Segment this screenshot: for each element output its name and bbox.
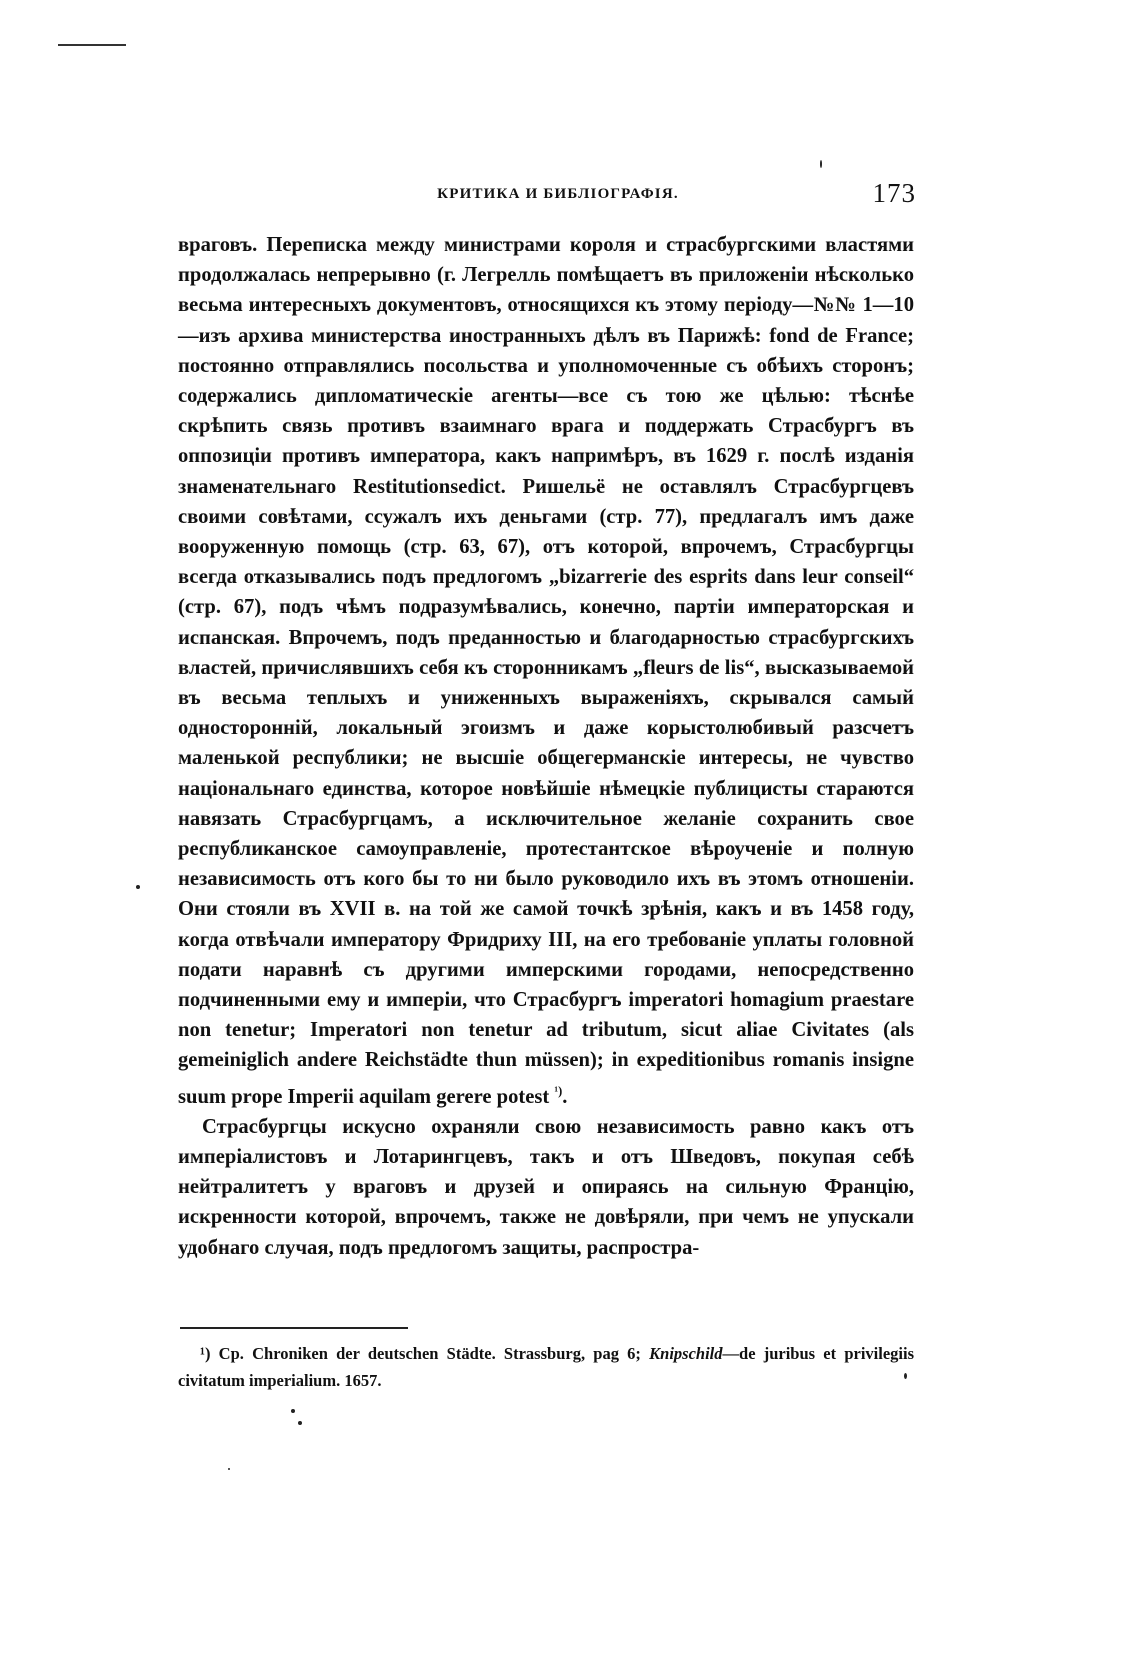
paragraph-end: . xyxy=(562,1085,568,1108)
page-header xyxy=(200,178,916,218)
scan-speck xyxy=(291,1409,295,1413)
footnote-citation: Ср. Chroniken der deutschen Städte. Strassburg, pag 6; xyxy=(218,1344,641,1363)
footnote-divider xyxy=(180,1327,408,1329)
footnote-marker: ¹) xyxy=(200,1344,211,1363)
main-text xyxy=(178,230,914,1263)
scan-speck xyxy=(136,885,140,889)
footnote-reference: ¹) xyxy=(554,1083,563,1098)
footnote-citation-end: —de juribus et privilegiis civitatum imperialium. 1657. xyxy=(178,1344,915,1390)
scan-speck xyxy=(820,160,822,168)
scan-edge-mark xyxy=(58,44,126,46)
paragraph-text: враговъ. Переписка между министрами короля и страсбургскими властями продолжалась непрерывно (г. Легрелль помѣщаетъ въ приложеніи нѣсколько весьма интересныхъ документовъ, относящихся къ этому періоду—№№ 1—10—изъ архива министерства иностранныхъ дѣлъ въ Парижѣ: fond de France; постоянно отправлялись посольства и уполномоченные съ обѣихъ сторонъ; содержались дипломатическіе агенты—все съ тою же цѣлью: тѣснѣе скрѣпить связь противъ взаимнаго врага и поддержать Страсбургъ въ оппозиціи противъ императора, какъ напримѣръ, въ 1629 г. послѣ изданія знаменательнаго Restitutionsedict. Ришельё не оставлялъ Страсбургцевъ своими совѣтами, ссужалъ ихъ деньгами (стр. 77), предлагалъ имъ даже вооруженную помощь (стр. 63, 67), отъ которой, впрочемъ, Страсбургцы всегда отказывались подъ предлогомъ „bizarrerie des esprits dans leur conseil“ (стр. 67), подъ чѣмъ подразумѣвались, конечно, партіи императорская и испанская. Впрочемъ, подъ преданностью и благодарностью страсбургскихъ властей, причислявшихъ себя къ сторонникамъ „fleurs de lis“, высказываемой въ весьма теплыхъ и униженныхъ выраженіяхъ, скрывался самый односторонній, локальный эгоизмъ и даже корыстолюбивый разсчетъ маленькой республики; не высшіе общегерманскіе интересы, не чувство національнаго единства, которое новѣйшіе нѣмецкіе публицисты стараются навязать Страсбургцамъ, а исключительное желаніе сохранить свое республиканское самоуправленіе, протестантское вѣроученіе и полную независимость отъ кого бы то ни было руководило ихъ въ этомъ отношеніи. Они стояли въ XVII в. на той же самой точкѣ зрѣнія, какъ и въ 1458 году, когда отвѣчали императору Фридриху III, на его требованіе уплаты головной подати наравнѣ съ другими имперскими городами, непосредственно подчиненными ему и имперіи, что Страсбургъ imperatori homagium praestare non tenetur; Imperatori non tenetur ad tributum, sicut aliae Civitates (als gemeiniglich andere Reichstädte thun müssen); in expeditionibus romanis insigne suum prope Imperii aquilam gerere potest xyxy=(178,234,914,1108)
footnote-author: Knipschild xyxy=(649,1344,723,1363)
scan-speck xyxy=(228,1468,230,1470)
running-title: КРИТИКА И БИБЛІОГРАФІЯ. xyxy=(437,186,679,202)
paragraph xyxy=(178,230,914,1112)
scan-speck xyxy=(298,1421,302,1425)
page-number: 173 xyxy=(872,178,916,208)
footnote-text xyxy=(178,1340,914,1394)
paragraph: Страсбургцы искусно охраняли свою независимость равно какъ отъ имперіалистовъ и Лотарингцевъ, такъ и отъ Шведовъ, покупая себѣ нейтралитетъ у враговъ и друзей и опираясь на сильную Францію, искренности которой, впрочемъ, также не довѣряли, при чемъ не упускали удобнаго случая, подъ предлогомъ защиты, распростра- xyxy=(178,1115,914,1259)
footnote xyxy=(178,1340,914,1394)
